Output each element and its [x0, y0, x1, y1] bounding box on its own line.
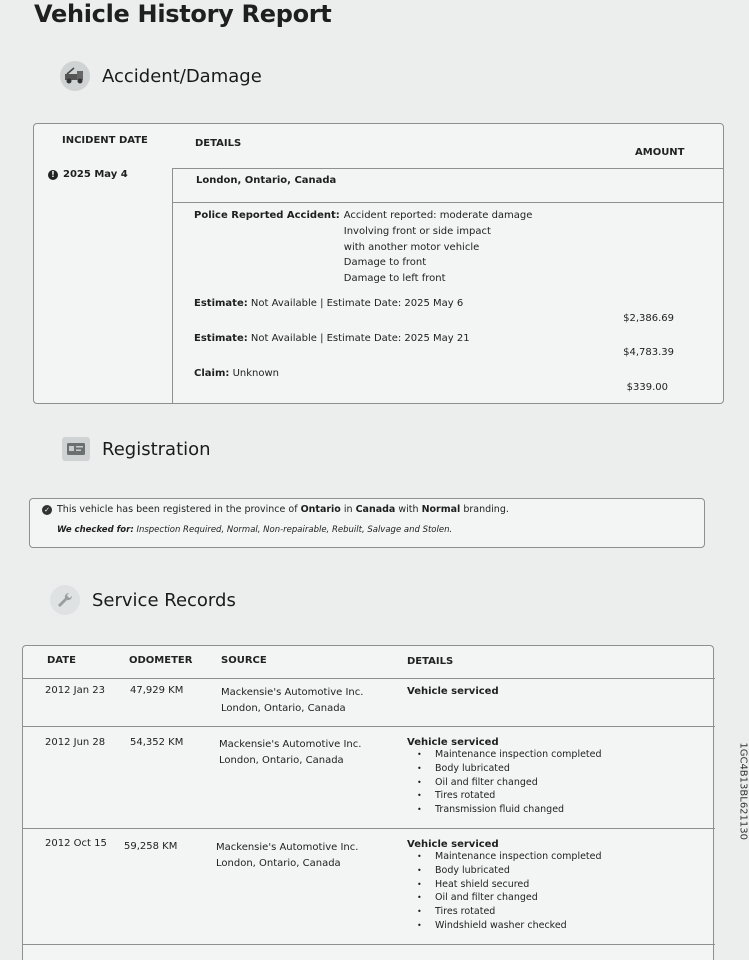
estimate-label: Estimate: — [194, 333, 248, 344]
service-source — [221, 685, 363, 717]
registration-text: with — [398, 504, 419, 515]
incident-date-header: INCIDENT DATE — [62, 135, 148, 146]
estimate-label: Estimate: — [194, 298, 248, 309]
service-section-header — [50, 585, 236, 615]
police-line: with another motor vehicle — [343, 241, 480, 253]
service-date: 2012 Oct 15 — [45, 838, 107, 849]
service-item: • Tires rotated — [407, 789, 602, 803]
service-date: 2012 Jan 23 — [45, 685, 105, 696]
police-line: Accident reported: moderate damage — [343, 210, 533, 221]
service-item: • Transmission fluid changed — [407, 803, 602, 817]
service-odometer: 47,929 KM — [130, 685, 184, 696]
estimate-row — [194, 333, 470, 344]
registration-country: Canada — [355, 504, 396, 515]
service-source-name: Mackensie's Automotive Inc. — [219, 739, 362, 750]
police-line: Involving front or side impact — [343, 225, 491, 237]
tow-truck-icon — [60, 61, 90, 91]
service-odometer: 54,352 KM — [130, 737, 184, 748]
police-report-label: Police Reported Accident: — [194, 210, 340, 221]
claim-label: Claim: — [194, 368, 230, 379]
checked-for-label: We checked for: — [57, 525, 134, 535]
wrench-icon — [50, 585, 80, 615]
checked-for-text: Inspection Required, Normal, Non-repairable, Rebuilt, Salvage and Stolen. — [136, 525, 453, 535]
estimate-amount: $2,386.69 — [623, 313, 674, 324]
incident-location: London, Ontario, Canada — [196, 175, 337, 186]
alert-icon: ! — [48, 170, 58, 180]
service-item: • Oil and filter changed — [407, 776, 602, 790]
service-item: • Body lubricated — [407, 864, 602, 878]
service-source-location: London, Ontario, Canada — [216, 858, 341, 869]
side-document-code: 1GC4B13BL621130 — [738, 742, 749, 840]
service-source-name: Mackensie's Automotive Inc. — [216, 842, 359, 853]
estimate-amount: $4,783.39 — [623, 347, 674, 358]
estimate-row — [194, 298, 463, 309]
service-item: • Maintenance inspection completed — [407, 748, 602, 762]
service-details — [407, 839, 602, 933]
service-source-header: SOURCE — [221, 655, 267, 666]
registration-statement — [42, 504, 509, 515]
service-section-title: Service Records — [92, 589, 236, 611]
service-date: 2012 Jun 28 — [45, 737, 106, 748]
amount-header: AMOUNT — [635, 147, 685, 158]
service-source — [219, 737, 361, 769]
registration-text: branding. — [463, 504, 509, 515]
service-details — [407, 737, 602, 817]
service-details-header: DETAILS — [407, 656, 454, 667]
page-title: Vehicle History Report — [34, 0, 332, 28]
claim-amount: $339.00 — [626, 382, 668, 393]
service-item: • Body lubricated — [407, 762, 602, 776]
service-source — [216, 840, 358, 872]
police-line: Damage to front — [343, 257, 427, 269]
service-source-name: Mackensie's Automotive Inc. — [221, 687, 364, 698]
registration-box — [29, 498, 705, 548]
service-odometer: 59,258 KM — [124, 841, 178, 852]
check-circle-icon: ✓ — [42, 505, 52, 515]
service-item: • Heat shield secured — [407, 878, 602, 892]
service-title: Vehicle serviced — [407, 686, 499, 697]
checked-for — [57, 525, 452, 535]
registration-text: in — [343, 504, 353, 515]
police-line: Damage to left front — [343, 273, 446, 285]
incident-date — [48, 169, 128, 180]
claim-row — [194, 368, 279, 379]
service-item: • Maintenance inspection completed — [407, 850, 602, 864]
service-item: • Tires rotated — [407, 905, 602, 919]
registration-text: This vehicle has been registered in the province of — [57, 504, 298, 515]
accident-section-header — [60, 61, 262, 91]
service-title: Vehicle serviced — [407, 839, 499, 850]
service-source-location: London, Ontario, Canada — [219, 755, 344, 766]
service-item: • Oil and filter changed — [407, 891, 602, 905]
registration-section-header — [62, 437, 211, 461]
service-title: Vehicle serviced — [407, 737, 499, 748]
estimate-text: Not Available | Estimate Date: 2025 May 6 — [250, 298, 464, 309]
details-header: DETAILS — [195, 138, 242, 149]
incident-date-value: 2025 May 4 — [63, 169, 128, 180]
service-date-header: DATE — [47, 655, 76, 666]
service-source-location: London, Ontario, Canada — [221, 703, 346, 714]
registration-branding: Normal — [421, 504, 461, 515]
accident-table — [33, 123, 724, 404]
registration-section-title: Registration — [102, 438, 211, 460]
claim-text: Unknown — [232, 368, 279, 379]
service-item: • Windshield washer checked — [407, 919, 602, 933]
police-report — [194, 210, 532, 287]
service-odometer-header: ODOMETER — [129, 655, 193, 666]
accident-section-title: Accident/Damage — [102, 65, 262, 87]
estimate-text: Not Available | Estimate Date: 2025 May 21 — [250, 333, 470, 344]
service-table — [22, 645, 714, 960]
registration-card-icon — [62, 437, 90, 461]
registration-province: Ontario — [300, 504, 341, 515]
